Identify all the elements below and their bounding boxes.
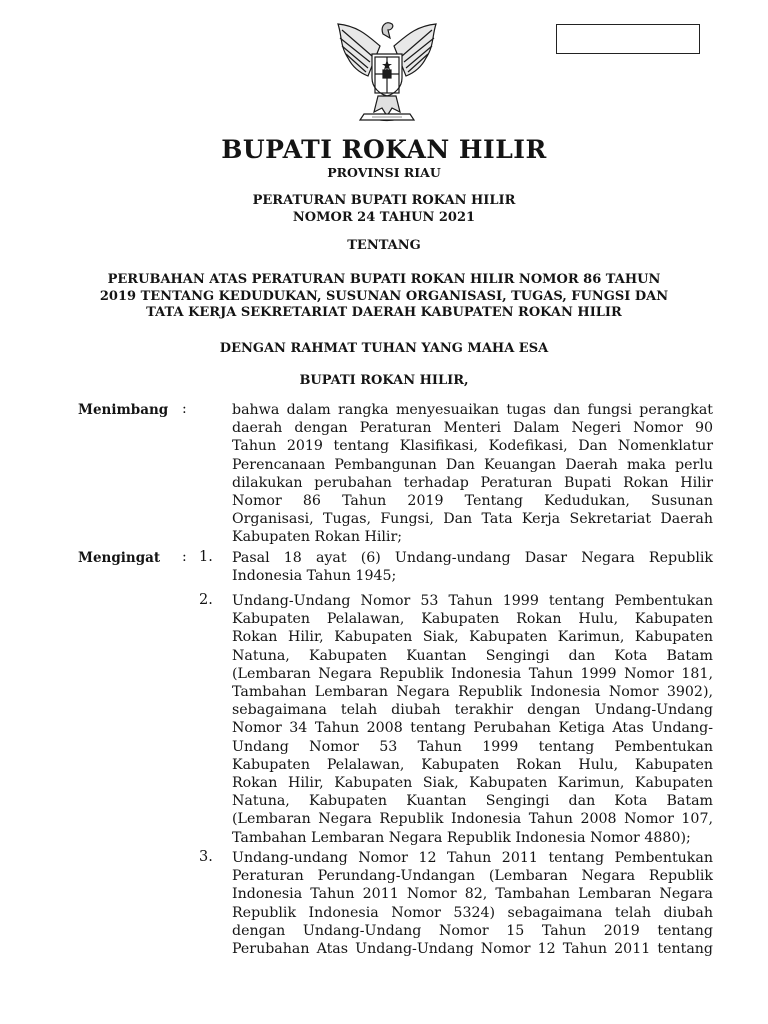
text-line: Perencanaan Pembangunan Dan Keuangan Daerah maka perlu [232, 456, 713, 473]
text-line: dengan Undang-Undang Nomor 15 Tahun 2019 tentang [232, 922, 713, 939]
text-line: Undang-Undang Nomor 53 Tahun 1999 tentang Pembentukan [232, 593, 713, 609]
item-number: 2. [199, 592, 213, 608]
mengingat-item-3 [232, 849, 713, 958]
province-label: PROVINSI RIAU [327, 165, 441, 180]
subject-line: PERUBAHAN ATAS PERATURAN BUPATI ROKAN HILIR NOMOR 86 TAHUN [107, 272, 661, 287]
text-line: Indonesia Tahun 1945; [232, 568, 397, 585]
text-line: Natuna, Kabupaten Kuantan Sengingi dan Kota Batam [232, 647, 713, 664]
bupati-line: BUPATI ROKAN HILIR, [299, 373, 469, 388]
menimbang-text [232, 401, 713, 547]
subject-line: 2019 TENTANG KEDUDUKAN, SUSUNAN ORGANISASI, TUGAS, FUNGSI DAN [99, 288, 669, 304]
subject-line: TATA KERJA SEKRETARIAT DAERAH KABUPATEN ROKAN HILIR [146, 305, 622, 320]
text-line: Indonesia Tahun 2011 Nomor 82, Tambahan Lembaran Negara [232, 886, 713, 903]
tentang-label: TENTANG [347, 238, 421, 253]
text-line: daerah dengan Peraturan Menteri Dalam Negeri Nomor 90 [232, 420, 713, 437]
regulation-title: PERATURAN BUPATI ROKAN HILIR [252, 193, 516, 208]
text-line: Tahun 2019 tentang Klasifikasi, Kodefikasi, Dan Nomenklatur [232, 438, 713, 455]
text-line: Tambahan Lembaran Negara Republik Indonesia Nomor 4880); [232, 829, 691, 846]
text-line: Kabupaten Pelalawan, Kabupaten Rokan Hulu, Kabupaten [232, 756, 713, 773]
text-line: Rokan Hilir, Kabupaten Siak, Kabupaten Karimun, Kabupaten [232, 775, 713, 792]
text-line: (Lembaran Negara Republik Indonesia Tahun 1999 Nomor 181, [232, 665, 713, 682]
text-line: dilakukan perubahan terhadap Peraturan Bupati Rokan Hilir [232, 474, 713, 491]
text-line: Undang Nomor 53 Tahun 1999 tentang Pembentukan [232, 738, 713, 755]
text-line: (Lembaran Negara Republik Indonesia Tahun 2008 Nomor 107, [232, 811, 713, 828]
regulation-subject [0, 272, 768, 322]
text-line: Perubahan Atas Undang-Undang Nomor 12 Tahun 2011 tentang [232, 941, 713, 958]
document-title: BUPATI ROKAN HILIR [221, 135, 547, 164]
mengingat-item-1 [232, 549, 713, 585]
item-number: 1. [199, 549, 213, 565]
text-line: Nomor 34 Tahun 2008 tentang Perubahan Ketiga Atas Undang- [232, 720, 713, 737]
text-line: Kabupaten Rokan Hilir; [232, 529, 403, 546]
regulation-number: NOMOR 24 TAHUN 2021 [292, 210, 476, 225]
item-number: 3. [199, 849, 213, 865]
text-line: Nomor 86 Tahun 2019 Tentang Kedudukan, Susunan [232, 493, 713, 510]
menimbang-colon: : [182, 401, 187, 417]
text-line: Tambahan Lembaran Negara Republik Indonesia Nomor 3902), [232, 684, 713, 701]
text-line: Peraturan Perundang-Undangan (Lembaran Negara Republik [232, 868, 713, 885]
menimbang-label: Menimbang [78, 402, 169, 418]
text-line: Republik Indonesia Nomor 5324) sebagaimana telah diubah [232, 904, 713, 921]
text-line: Rokan Hilir, Kabupaten Siak, Kabupaten Karimun, Kabupaten [232, 629, 713, 646]
text-line: sebagaimana telah diubah terakhir dengan Undang-Undang [232, 702, 713, 719]
mengingat-colon: : [182, 549, 187, 565]
number-box [556, 24, 700, 54]
text-line: Organisasi, Tugas, Fungsi, Dan Tata Kerja Sekretariat Daerah [232, 511, 713, 528]
text-line: Undang-undang Nomor 12 Tahun 2011 tentang Pembentukan [232, 850, 713, 866]
text-line: Kabupaten Pelalawan, Kabupaten Rokan Hulu, Kabupaten [232, 611, 713, 628]
text-line: Natuna, Kabupaten Kuantan Sengingi dan Kota Batam [232, 793, 713, 810]
mengingat-item-2 [232, 592, 713, 847]
garuda-emblem-icon [328, 16, 446, 128]
text-line: bahwa dalam rangka menyesuaikan tugas dan fungsi perangkat [232, 402, 713, 418]
rahmat-line: DENGAN RAHMAT TUHAN YANG MAHA ESA [219, 341, 549, 356]
text-line: Pasal 18 ayat (6) Undang-undang Dasar Negara Republik [232, 550, 713, 566]
mengingat-label: Mengingat [78, 550, 161, 566]
